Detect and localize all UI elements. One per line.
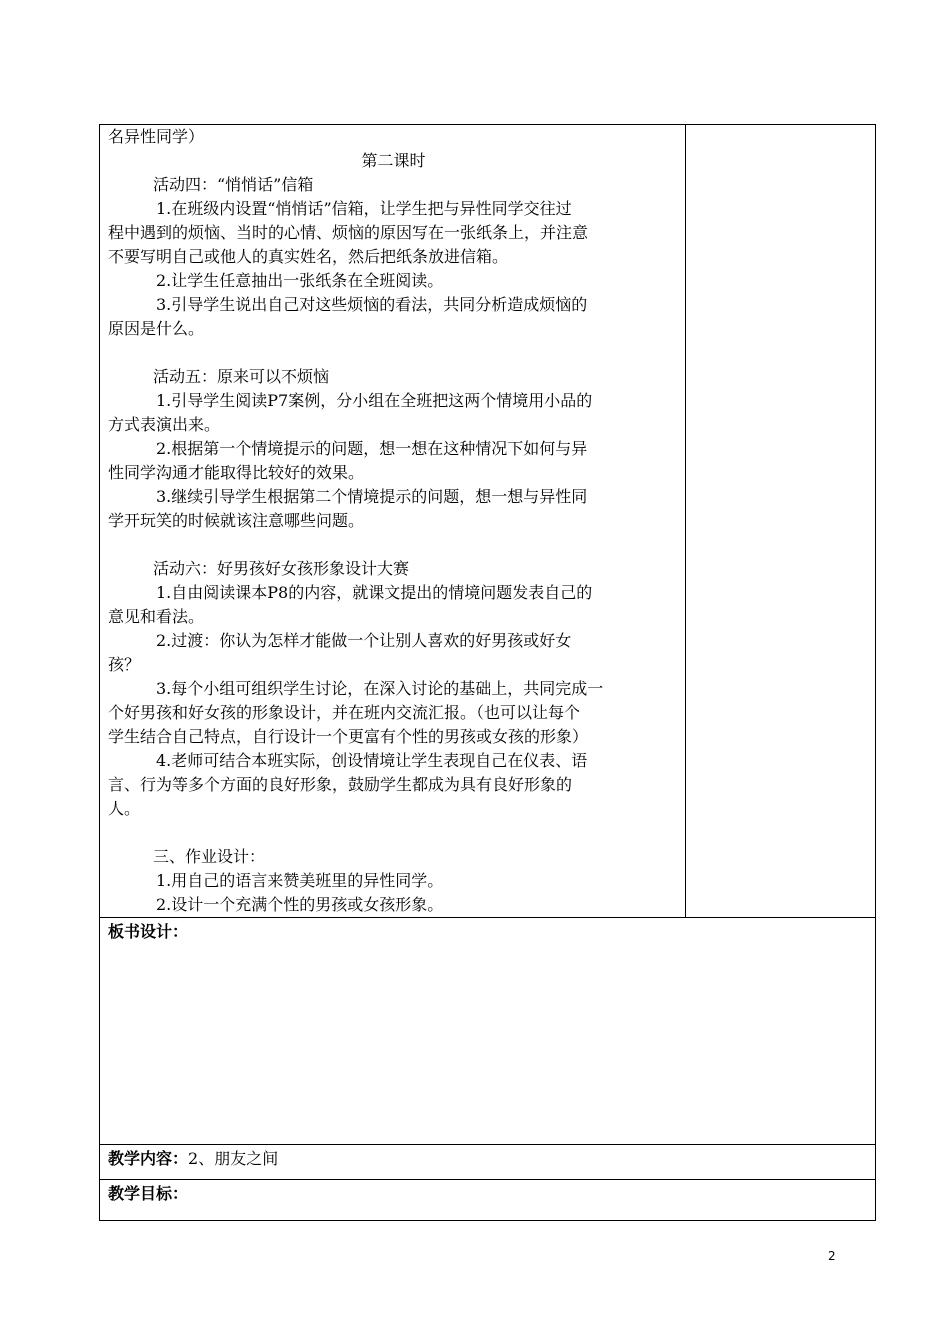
teaching-goal-label: 教学目标： — [108, 1184, 189, 1203]
lesson-line: 程中遇到的烦恼、当时的心情、烦恼的原因写在一张纸条上，并注意 — [108, 223, 589, 242]
blank-line — [108, 341, 679, 365]
lesson-line: 1.在班级内设置“悄悄话”信箱，让学生把与异性同学交往过 — [156, 199, 572, 218]
lesson-line: 学开玩笑的时候就该注意哪些问题。 — [108, 511, 365, 530]
lesson-line: 3.引导学生说出自己对这些烦恼的看法，共同分析造成烦恼的 — [156, 295, 588, 314]
lesson-line: 活动四：“悄悄话”信箱 — [153, 175, 314, 194]
teaching-content-row — [100, 1145, 876, 1180]
lesson-line: 2.根据第一个情境提示的问题，想一想在这种情况下如何与异 — [156, 439, 588, 458]
lesson-line: 性同学沟通才能取得比较好的效果。 — [108, 463, 365, 482]
lesson-line: 1.引导学生阅读P7案例，分小组在全班把这两个情境用小品的 — [156, 391, 593, 410]
teaching-goal-row — [100, 1180, 876, 1221]
notes-cell — [686, 125, 876, 918]
lesson-line: 2.过渡：你认为怎样才能做一个让别人喜欢的好男孩或好女 — [156, 631, 572, 650]
blank-line — [108, 821, 679, 845]
teaching-content-value: 2、朋友之间 — [188, 1149, 279, 1168]
lesson-line: 4.老师可结合本班实际，创设情境让学生表现自己在仪表、语 — [156, 751, 588, 770]
lesson-line: 1.用自己的语言来赞美班里的异性同学。 — [156, 871, 444, 890]
lesson-line: 意见和看法。 — [108, 607, 205, 626]
lesson-line: 活动五：原来可以不烦恼 — [153, 367, 330, 386]
lesson-line: 孩？ — [108, 655, 141, 674]
lesson-line: 个好男孩和好女孩的形象设计，并在班内交流汇报。（也可以让每个 — [108, 703, 581, 722]
lesson-plan-table — [99, 124, 876, 1221]
lesson-line: 1.自由阅读课本P8的内容，就课文提出的情境问题发表自己的 — [156, 583, 593, 602]
lesson-line: 2.设计一个充满个性的男孩或女孩形象。 — [156, 895, 444, 914]
lesson-line: 方式表演出来。 — [108, 415, 221, 434]
lesson-line: 三、作业设计： — [153, 847, 266, 866]
lesson-line: 名异性同学） — [108, 127, 205, 146]
board-design-cell — [100, 918, 876, 1145]
lesson-line: 3.每个小组可组织学生讨论，在深入讨论的基础上，共同完成一 — [156, 679, 604, 698]
lesson-content-row — [100, 125, 876, 918]
teaching-content-label: 教学内容： — [108, 1149, 189, 1168]
board-design-row — [100, 918, 876, 1145]
lesson-line: 言、行为等多个方面的良好形象，鼓励学生都成为具有良好形象的 — [108, 775, 573, 794]
teaching-goal-cell — [100, 1180, 876, 1221]
lesson-line: 2.让学生任意抽出一张纸条在全班阅读。 — [156, 271, 444, 290]
lesson-content-cell — [100, 125, 686, 918]
lesson-line: 不要写明自己或他人的真实姓名，然后把纸条放进信箱。 — [108, 247, 509, 266]
lesson-lines — [108, 125, 679, 917]
teaching-content-cell — [100, 1145, 876, 1180]
lesson-line: 活动六：好男孩好女孩形象设计大赛 — [153, 559, 410, 578]
page-number: 2 — [828, 1249, 836, 1263]
lesson-line: 第二课时 — [361, 151, 426, 170]
lesson-line: 人。 — [108, 799, 141, 818]
lesson-line: 原因是什么。 — [108, 319, 205, 338]
blank-line — [108, 533, 679, 557]
lesson-line: 学生结合自己特点，自行设计一个更富有个性的男孩或女孩的形象） — [108, 727, 589, 746]
lesson-line: 3.继续引导学生根据第二个情境提示的问题，想一想与异性同 — [156, 487, 588, 506]
board-design-label: 板书设计： — [108, 922, 189, 941]
